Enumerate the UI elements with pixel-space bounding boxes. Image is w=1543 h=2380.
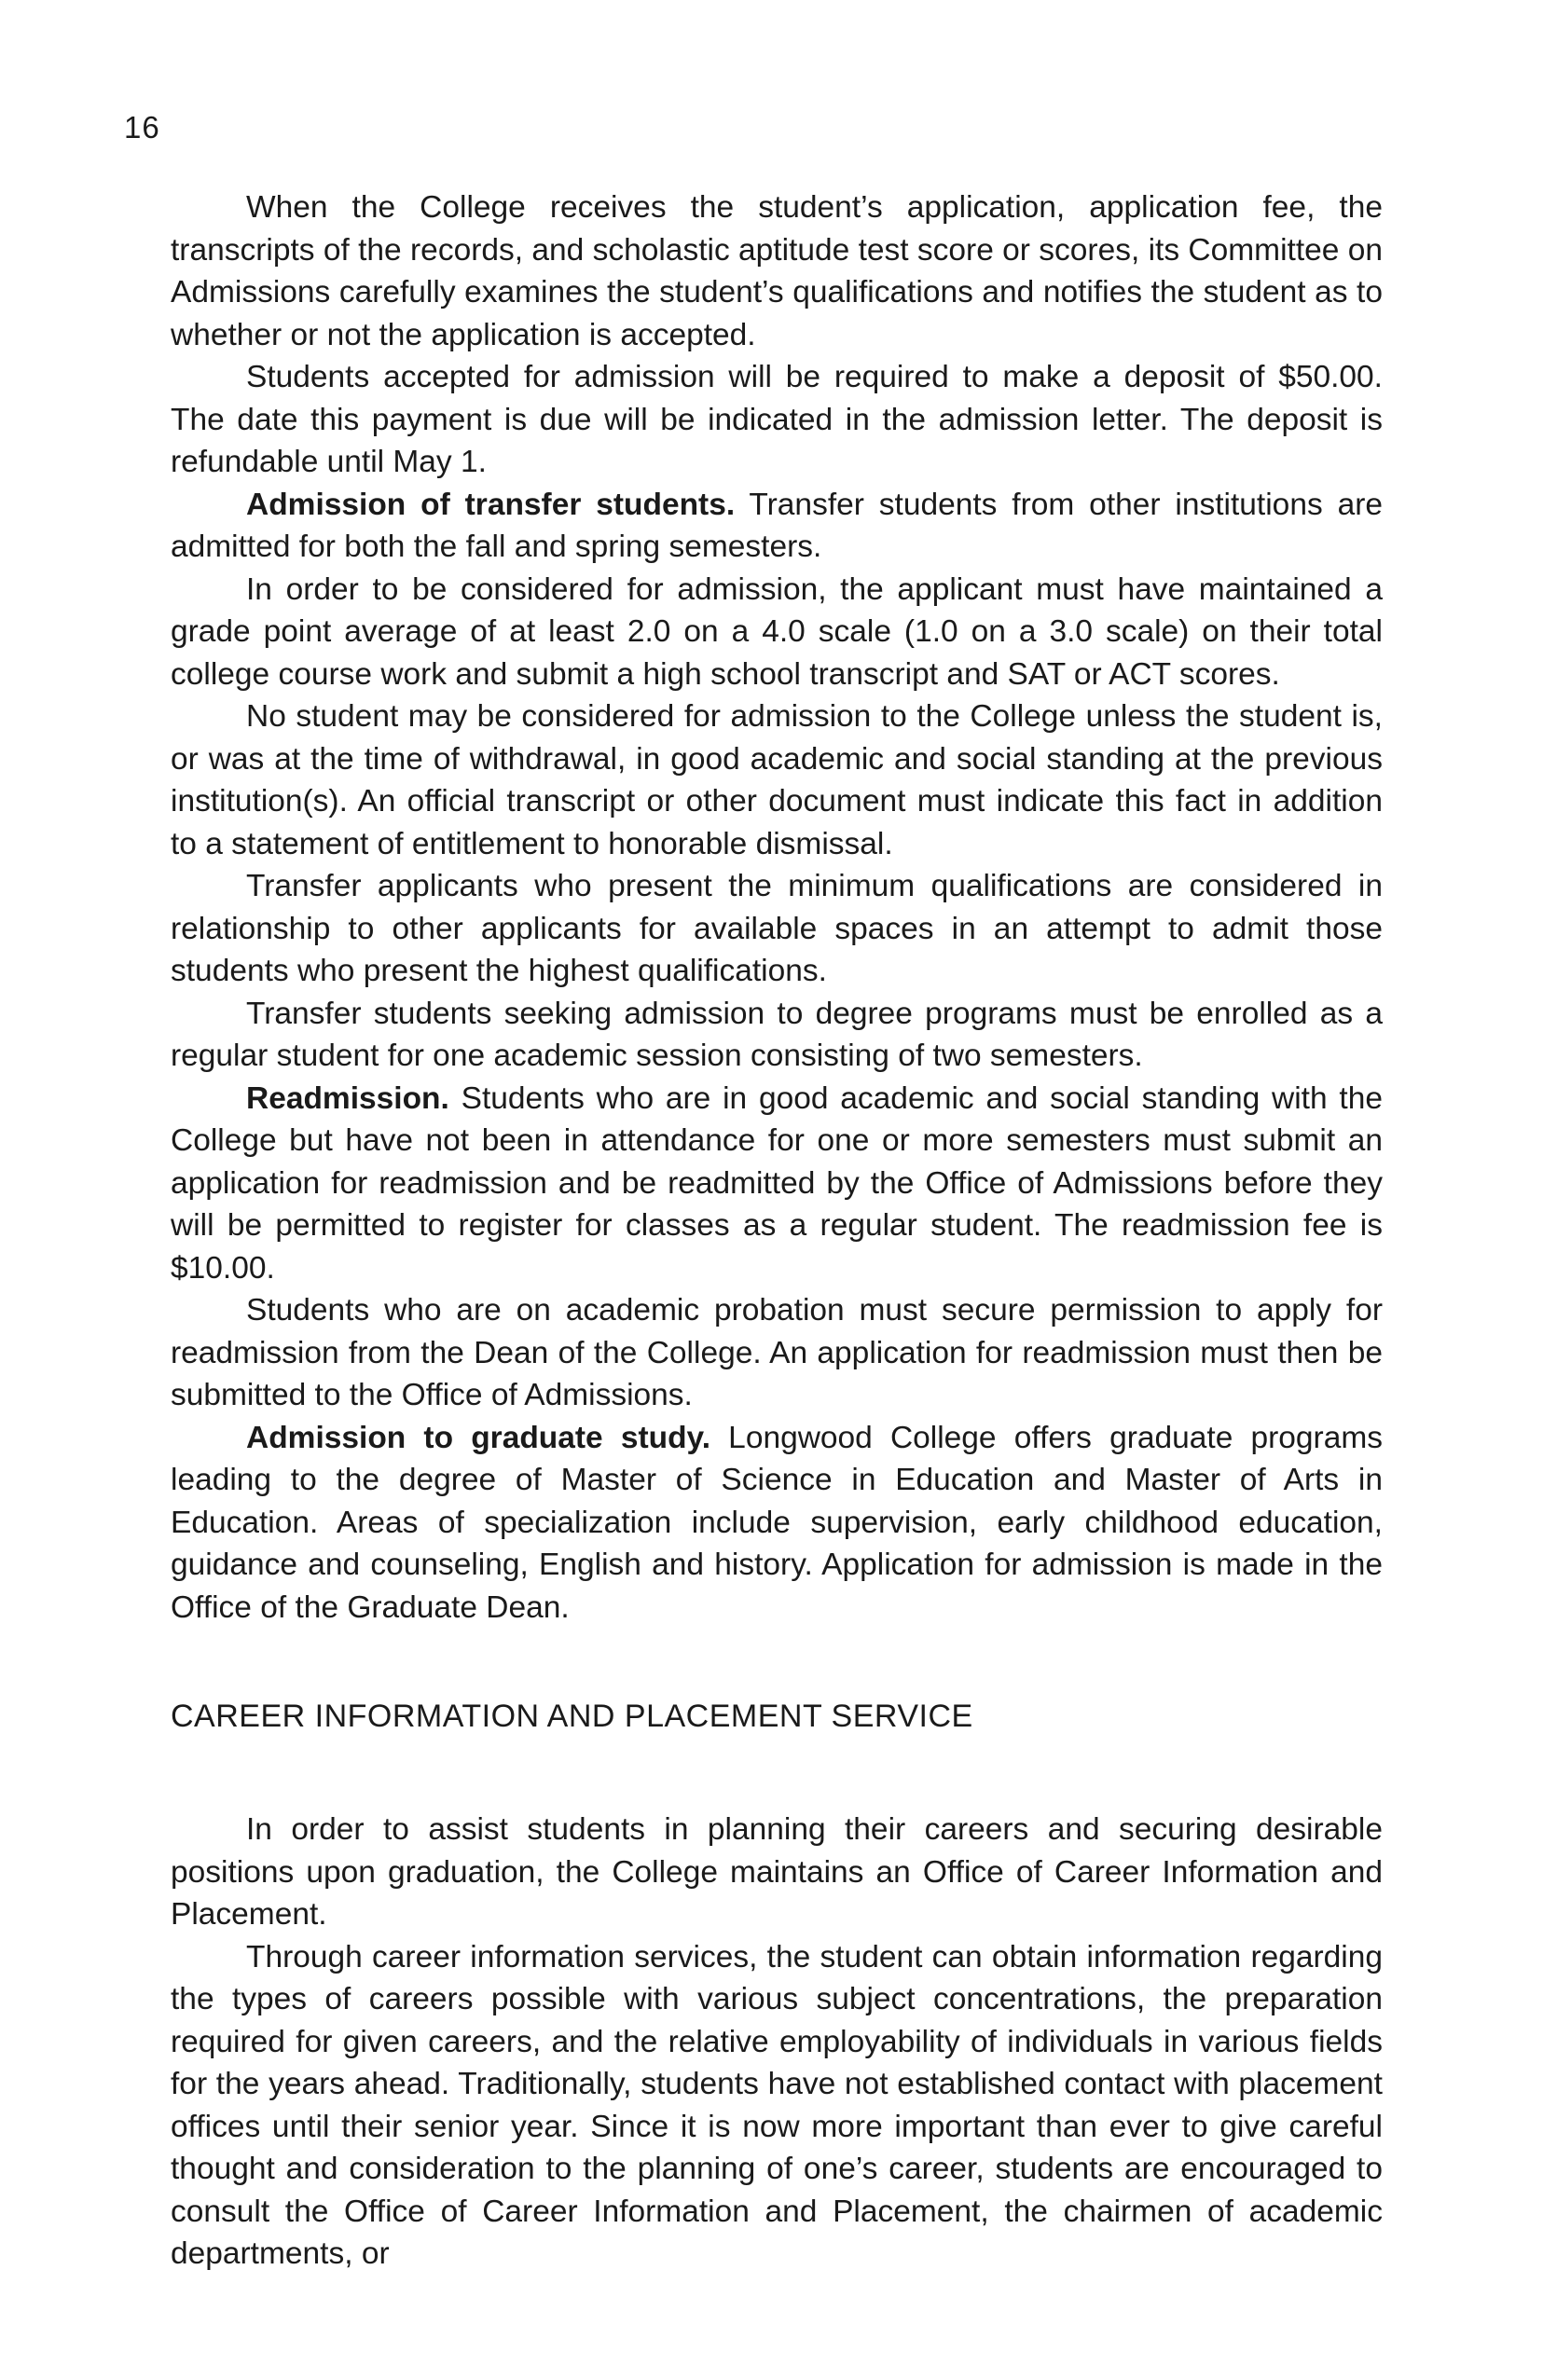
body-text <box>171 186 1383 2276</box>
paragraph: In order to assist students in planning their careers and securing desirable positions upon graduation, the College maintains an Office of Career Information and Placement. <box>171 1812 1383 1932</box>
run-in-heading: Admission of transfer students. <box>246 487 736 522</box>
paragraph: Admission of transfer students. Transfer students from other institutions are admitted for both the fall and spring semesters. <box>171 487 1383 564</box>
paragraph: Transfer applicants who present the minimum qualifications are considered in relationship to other applicants for available spaces in an attempt to admit those students who present the highest qualifications. <box>171 869 1383 988</box>
section-heading: CAREER INFORMATION AND PLACEMENT SERVICE <box>171 1699 973 1734</box>
paragraph: Admission to graduate study. Longwood College offers graduate programs leading to the degree of Master of Science in Education and Master of Arts in Education. Areas of specialization include supervision, early childhood education, guidance and counseling, English and history. Application for admission is made in the Office of the Graduate Dean. <box>171 1420 1383 1625</box>
paragraph: Through career information services, the student can obtain information regarding the types of careers possible with various subject concentrations, the preparation required for given careers, and the relative employability of individuals in various fields for the years ahead. Traditionally, students have not established contact with placement offices until their senior year. Since it is now more important than ever to give careful thought and consideration to the planning of one’s career, students are encouraged to consult the Office of Career Information and Placement, the chairmen of academic departments, or <box>171 1939 1383 2271</box>
paragraph: Readmission. Students who are in good academic and social standing with the College but have not been in attendance for one or more semesters must submit an application for readmission and be readmitted by the Office of Admissions before they will be permitted to register for classes as a regular student. The readmission fee is $10.00. <box>171 1080 1383 1286</box>
paragraph: Students accepted for admission will be required to make a deposit of $50.00. The date this payment is due will be indicated in the admission letter. The deposit is refundable until May 1. <box>171 360 1383 479</box>
page-number: 16 <box>124 110 160 144</box>
paragraph: No student may be considered for admission to the College unless the student is, or was at the time of withdrawal, in good academic and social standing at the previous institution(s). An official transcript or other document must indicate this fact in addition to a statement of entitlement to honorable dismissal. <box>171 699 1383 861</box>
run-in-heading: Admission to graduate study. <box>246 1420 711 1455</box>
run-in-heading: Readmission. <box>246 1080 449 1116</box>
paragraph: In order to be considered for admission, the applicant must have maintained a grade point average of at least 2.0 on a 4.0 scale (1.0 on a 3.0 scale) on their total college course work and submit a high school transcript and SAT or ACT scores. <box>171 571 1383 692</box>
paragraph: When the College receives the student’s application, application fee, the transcripts of the records, and scholastic aptitude test score or scores, its Committee on Admissions carefully examines the student’s qualifications and notifies the student as to whether or not the application is accepted. <box>171 190 1383 352</box>
paragraph: Students who are on academic probation must secure permission to apply for readmission from the Dean of the College. An application for readmission must then be submitted to the Office of Admissions. <box>171 1293 1383 1412</box>
paragraph: Transfer students seeking admission to degree programs must be enrolled as a regular student for one academic session consisting of two semesters. <box>171 996 1383 1073</box>
